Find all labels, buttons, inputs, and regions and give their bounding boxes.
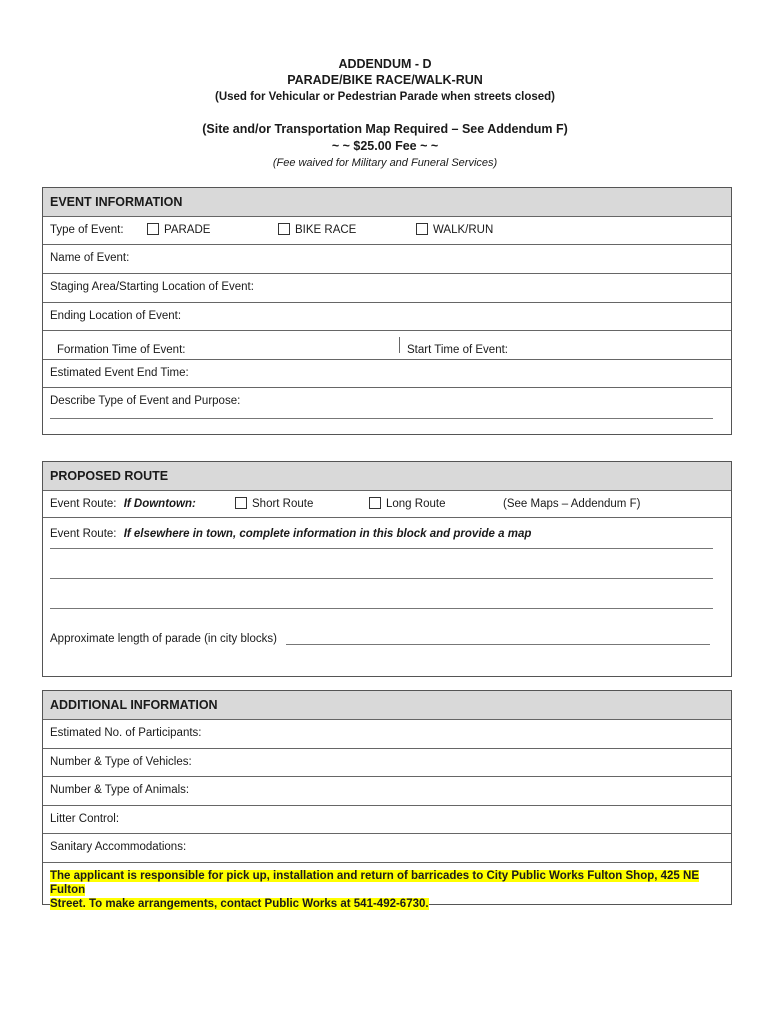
section-title: EVENT INFORMATION [43,188,731,216]
walk-run-checkbox[interactable] [416,223,428,235]
event-name-field[interactable] [43,244,731,273]
long-route-checkbox[interactable] [369,497,381,509]
short-route-label: Short Route [252,498,314,510]
elsewhere-instruction: If elsewhere in town, complete information in this block and provide a map [123,528,532,540]
form-header [0,56,770,172]
sanitary-field[interactable] [43,833,731,862]
long-route-option[interactable] [369,497,445,511]
bike-race-label: BIKE RACE [295,224,357,236]
staging-area-label: Staging Area/Starting Location of Event: [50,281,254,293]
litter-control-label: Litter Control: [50,813,120,825]
start-time-field[interactable] [400,337,515,356]
elsewhere-route-heading [50,527,724,541]
parade-length-field[interactable] [50,632,724,646]
proposed-route-section [42,461,732,677]
form-subtitle: (Used for Vehicular or Pedestrian Parade when streets closed) [214,91,555,103]
event-information-section [42,187,732,435]
animals-label: Number & Type of Animals: [50,784,190,796]
fee-waived-note: (Fee waived for Military and Funeral Services) [272,157,498,169]
end-time-field[interactable] [43,359,731,387]
route-line-3 [50,608,713,609]
walk-run-label: WALK/RUN [433,224,494,236]
form-title: PARADE/BIKE RACE/WALK-RUN [287,73,483,87]
litter-control-field[interactable] [43,805,731,833]
vehicles-field[interactable] [43,748,731,776]
map-requirement: (Site and/or Transportation Map Required – See Addendum F) [202,122,568,136]
describe-event-field[interactable] [43,387,731,434]
sanitary-label: Sanitary Accommodations: [50,841,187,853]
elsewhere-route-field[interactable] [43,517,731,676]
barricade-notice [43,862,731,910]
start-time-label: Start Time of Event: [407,344,508,356]
ending-location-label: Ending Location of Event: [50,310,182,322]
ending-location-field[interactable] [43,302,731,330]
parade-checkbox[interactable] [147,223,159,235]
fee-line: ~ ~ $25.00 Fee ~ ~ [331,139,439,153]
parade-length-line [286,644,710,645]
if-downtown-label: If Downtown: [123,498,196,510]
animals-field[interactable] [43,776,731,805]
end-time-label: Estimated Event End Time: [50,367,189,379]
bike-race-checkbox[interactable] [278,223,290,235]
route-line-1 [50,548,713,549]
formation-time-field[interactable] [50,337,400,356]
event-type-row [43,216,731,244]
participants-field[interactable] [43,719,731,748]
parade-label: PARADE [164,224,211,236]
parade-option[interactable] [147,223,210,237]
addendum-title: ADDENDUM - D [338,57,432,71]
walk-run-option[interactable] [416,223,493,237]
vehicles-label: Number & Type of Vehicles: [50,756,192,768]
additional-information-section [42,690,732,910]
long-route-label: Long Route [386,498,446,510]
bike-race-option[interactable] [278,223,356,237]
describe-event-label: Describe Type of Event and Purpose: [50,395,241,407]
event-name-label: Name of Event: [50,252,130,264]
time-row [43,330,731,359]
describe-line [50,418,713,419]
event-route-label-2: Event Route: [50,528,117,540]
notice-line-2: Street. To make arrangements, contact Public Works at 541-492-6730. [50,898,429,910]
event-route-label: Event Route: [50,498,117,510]
parade-length-label: Approximate length of parade (in city blocks) [50,633,277,645]
see-maps-note: (See Maps – Addendum F) [503,498,641,510]
formation-time-label: Formation Time of Event: [57,344,186,356]
notice-line-1: The applicant is responsible for pick up, installation and return of barricades to City Public Works Fulton Shop, 425 NE Fulton [50,870,700,896]
section-title: PROPOSED ROUTE [43,462,731,490]
staging-area-field[interactable] [43,273,731,302]
route-line-2 [50,578,713,579]
short-route-option[interactable] [235,497,313,511]
event-type-label: Type of Event: [50,224,124,236]
participants-label: Estimated No. of Participants: [50,727,202,739]
downtown-route-row [43,490,731,517]
section-title: ADDITIONAL INFORMATION [43,691,731,719]
short-route-checkbox[interactable] [235,497,247,509]
